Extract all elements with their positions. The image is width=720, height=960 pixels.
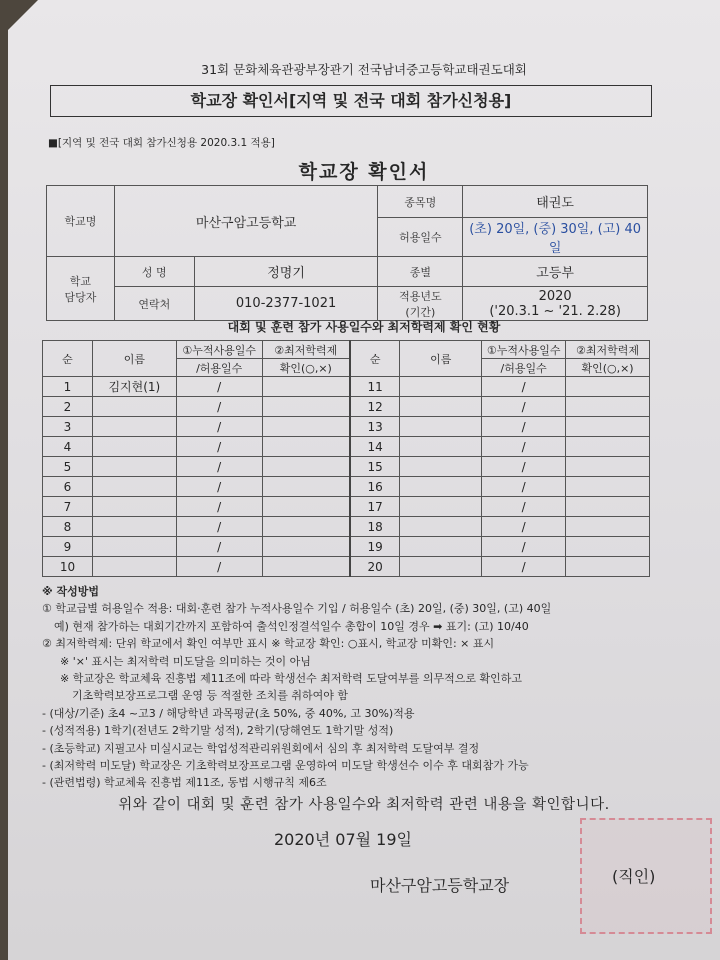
main-title: 학교장 확인서 <box>298 161 430 183</box>
left-days-cell: / <box>176 377 262 397</box>
left-name-cell <box>92 497 176 517</box>
name-label: 성 명 <box>114 257 194 287</box>
status-row <box>43 437 650 457</box>
right-days-cell: / <box>482 497 566 517</box>
left-days-cell: / <box>176 417 262 437</box>
method-line: ② 최저학력제: 단위 학교에서 확인 여부만 표시 ※ 학교장 확인: ○표시, 학교장 미확인: × 표시 <box>42 637 495 651</box>
left-no-cell: 3 <box>43 417 93 437</box>
left-days-cell: / <box>176 557 262 577</box>
left-no-cell: 2 <box>43 397 93 417</box>
method-line: - (성적적용) 1학기(전년도 2학기말 성적), 2학기(당해연도 1학기말 성적) <box>42 724 394 738</box>
manager-label-line1: 학교 <box>69 274 92 288</box>
left-name-cell <box>92 397 176 417</box>
left-grade-cell <box>262 477 350 497</box>
principal-name: 마산구암고등학교장 <box>370 876 510 895</box>
right-no-cell: 17 <box>350 497 400 517</box>
left-days-cell: / <box>176 497 262 517</box>
right-name-cell <box>400 517 482 537</box>
method-line: ※ 학교장은 학교체육 진흥법 제11조에 따라 학생선수 최저학력 도달여부를 의무적으로 확인하고 <box>60 672 522 686</box>
right-name-cell <box>400 397 482 417</box>
header-grade-left-2: 확인(○,×) <box>262 359 350 377</box>
right-days-cell: / <box>482 417 566 437</box>
right-no-cell: 20 <box>350 557 400 577</box>
confirmation-text: 위와 같이 대회 및 훈련 참가 사용일수와 최저학력 관련 내용을 확인합니다. <box>118 797 610 813</box>
header-name-left: 이름 <box>92 341 176 377</box>
left-name-cell <box>92 417 176 437</box>
method-line: - (초등학교) 지필고사 미실시교는 학업성적관리위원회에서 심의 후 최저학력 도달여부 결정 <box>42 741 480 755</box>
year-value-cell <box>463 287 648 321</box>
school-value: 마산구암고등학교 <box>114 186 378 257</box>
right-grade-cell <box>566 557 650 577</box>
name-value: 정명기 <box>194 257 378 287</box>
left-days-cell: / <box>176 457 262 477</box>
left-no-cell: 1 <box>43 377 93 397</box>
status-table <box>42 340 650 577</box>
left-grade-cell <box>262 437 350 457</box>
category-label: 종별 <box>378 257 463 287</box>
left-no-cell: 7 <box>43 497 93 517</box>
header-grade-right: ②최저학력제 <box>566 341 650 359</box>
right-name-cell <box>400 477 482 497</box>
status-title: 대회 및 훈련 참가 사용일수와 최저학력제 확인 현황 <box>227 320 501 334</box>
right-grade-cell <box>566 537 650 557</box>
header-grade-left: ②최저학력제 <box>262 341 350 359</box>
right-grade-cell <box>566 497 650 517</box>
sport-label: 종목명 <box>378 186 463 218</box>
days-value: (초) 20일, (중) 30일, (고) 40일 <box>463 218 648 257</box>
left-no-cell: 5 <box>43 457 93 477</box>
method-line: - (최저학력 미도달) 학교장은 기초학력보장프로그램 운영하여 미도달 학생선수 이수 후 대회참가 가능 <box>42 759 529 773</box>
right-name-cell <box>400 457 482 477</box>
left-name-cell <box>92 537 176 557</box>
signing-date: 2020년 07월 19일 <box>274 830 412 849</box>
status-row <box>43 457 650 477</box>
manager-label <box>47 257 115 321</box>
year-label-line1: 적용년도 <box>399 289 442 303</box>
status-row <box>43 497 650 517</box>
year-label-line2: (기간) <box>405 305 436 319</box>
method-line: 예) 현재 참가하는 대회기간까지 포함하여 출석인정결석일수 총합이 10일 경우 ➡ 표기: (고) 10/40 <box>54 619 529 633</box>
right-no-cell: 18 <box>350 517 400 537</box>
left-grade-cell <box>262 497 350 517</box>
left-grade-cell <box>262 377 350 397</box>
left-days-cell: / <box>176 537 262 557</box>
status-row <box>43 477 650 497</box>
year-value: 2020 <box>538 288 572 304</box>
page-corner <box>8 0 38 30</box>
method-line: - (관련법령) 학교체육 진흥법 제11조, 동법 시행규칙 제6조 <box>42 776 327 790</box>
left-no-cell: 8 <box>43 517 93 537</box>
document-page <box>8 0 720 960</box>
left-days-cell: / <box>176 397 262 417</box>
right-grade-cell <box>566 517 650 537</box>
left-grade-cell <box>262 557 350 577</box>
info-table <box>46 185 648 321</box>
header-no-right: 순 <box>350 341 400 377</box>
header-days-left-2: /허용일수 <box>176 359 262 377</box>
method-heading: ※ 작성방법 <box>42 585 100 598</box>
left-no-cell: 10 <box>43 557 93 577</box>
event-title: 31회 문화체육관광부장관기 전국남녀중고등학교태권도대회 <box>201 62 527 77</box>
status-row <box>43 557 650 577</box>
manager-label-line2: 담당자 <box>64 290 97 304</box>
right-days-cell: / <box>482 557 566 577</box>
method-line: ① 학교급별 허용일수 적용: 대회·훈련 참가 누적사용일수 기입 / 허용일수 (초) 20일, (중) 30일, (고) 40일 <box>42 602 552 616</box>
right-days-cell: / <box>482 437 566 457</box>
method-line: 기초학력보장프로그램 운영 등 적절한 조치를 취하여야 함 <box>72 689 349 703</box>
left-no-cell: 6 <box>43 477 93 497</box>
right-name-cell <box>400 417 482 437</box>
form-note: ■[지역 및 전국 대회 참가신청용 2020.3.1 적용] <box>48 137 275 149</box>
left-grade-cell <box>262 537 350 557</box>
right-no-cell: 11 <box>350 377 400 397</box>
left-name-cell <box>92 517 176 537</box>
contact-value: 010-2377-1021 <box>194 287 378 321</box>
header-no-left: 순 <box>43 341 93 377</box>
status-row <box>43 537 650 557</box>
right-no-cell: 12 <box>350 397 400 417</box>
left-name-cell <box>92 557 176 577</box>
right-name-cell <box>400 537 482 557</box>
right-days-cell: / <box>482 517 566 537</box>
status-row <box>43 377 650 397</box>
left-grade-cell <box>262 417 350 437</box>
right-no-cell: 14 <box>350 437 400 457</box>
right-days-cell: / <box>482 377 566 397</box>
header-days-right-2: /허용일수 <box>482 359 566 377</box>
header-days-left: ①누적사용일수 <box>176 341 262 359</box>
days-label: 허용일수 <box>378 218 463 257</box>
right-days-cell: / <box>482 457 566 477</box>
right-grade-cell <box>566 377 650 397</box>
right-no-cell: 19 <box>350 537 400 557</box>
sport-value: 태권도 <box>463 186 648 218</box>
right-name-cell <box>400 377 482 397</box>
header-grade-right-2: 확인(○,×) <box>566 359 650 377</box>
right-grade-cell <box>566 477 650 497</box>
left-name-cell <box>92 437 176 457</box>
status-row <box>43 517 650 537</box>
right-grade-cell <box>566 457 650 477</box>
left-name-cell: 김지현(1) <box>92 377 176 397</box>
year-label <box>378 287 463 321</box>
right-grade-cell <box>566 417 650 437</box>
left-name-cell <box>92 477 176 497</box>
left-days-cell: / <box>176 517 262 537</box>
header-days-right: ①누적사용일수 <box>482 341 566 359</box>
right-name-cell <box>400 557 482 577</box>
header-name-right: 이름 <box>400 341 482 377</box>
seal-label: (직인) <box>612 867 656 886</box>
form-title: 학교장 확인서[지역 및 전국 대회 참가신청용] <box>50 85 652 117</box>
category-value: 고등부 <box>463 257 648 287</box>
right-no-cell: 13 <box>350 417 400 437</box>
right-no-cell: 16 <box>350 477 400 497</box>
contact-label: 연락처 <box>114 287 194 321</box>
right-no-cell: 15 <box>350 457 400 477</box>
left-grade-cell <box>262 397 350 417</box>
left-days-cell: / <box>176 437 262 457</box>
left-grade-cell <box>262 457 350 477</box>
right-name-cell <box>400 437 482 457</box>
left-days-cell: / <box>176 477 262 497</box>
school-label: 학교명 <box>47 186 115 257</box>
left-no-cell: 4 <box>43 437 93 457</box>
status-row <box>43 417 650 437</box>
method-line: ※ '×' 표시는 최저학력 미도달을 의미하는 것이 아님 <box>60 654 311 668</box>
left-name-cell <box>92 457 176 477</box>
status-row <box>43 397 650 417</box>
right-name-cell <box>400 497 482 517</box>
left-grade-cell <box>262 517 350 537</box>
method-section <box>42 583 692 792</box>
right-days-cell: / <box>482 537 566 557</box>
period-value: ('20.3.1 ~ '21. 2.28) <box>489 303 621 319</box>
right-days-cell: / <box>482 397 566 417</box>
right-grade-cell <box>566 437 650 457</box>
right-days-cell: / <box>482 477 566 497</box>
left-no-cell: 9 <box>43 537 93 557</box>
right-grade-cell <box>566 397 650 417</box>
method-line: - (대상/기준) 초4 ~고3 / 해당학년 과목평균(초 50%, 중 40%, 고 30%)적용 <box>42 706 415 720</box>
